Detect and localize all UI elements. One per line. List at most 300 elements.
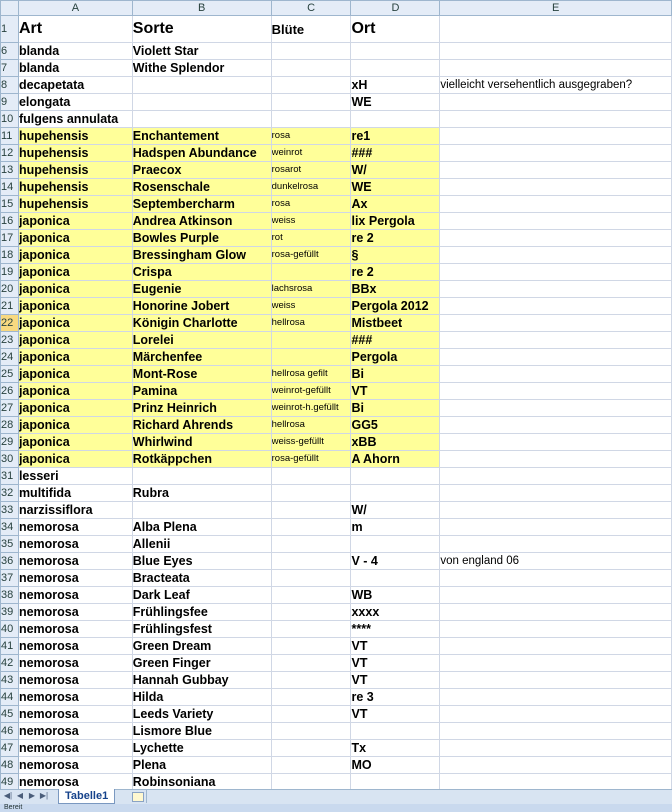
cell-art[interactable]: japonica [18, 400, 132, 417]
cell-bluete[interactable] [271, 77, 351, 94]
cell-bluete[interactable] [271, 264, 351, 281]
cell-art[interactable]: lesseri [18, 468, 132, 485]
cell-sorte[interactable]: Märchenfee [132, 349, 271, 366]
first-sheet-icon[interactable]: ◀| [3, 791, 13, 800]
cell-ort[interactable] [351, 485, 440, 502]
row-header[interactable]: 26 [1, 383, 19, 400]
cell-ort[interactable] [351, 43, 440, 60]
cell-ort[interactable]: re 2 [351, 230, 440, 247]
cell-sorte[interactable]: Lorelei [132, 332, 271, 349]
row-header[interactable]: 8 [1, 77, 19, 94]
cell-art[interactable]: japonica [18, 247, 132, 264]
cell-bluete[interactable] [271, 655, 351, 672]
cell-sorte[interactable]: Septembercharm [132, 196, 271, 213]
cell-bluete[interactable] [271, 502, 351, 519]
cell-bluete[interactable] [271, 672, 351, 689]
table-row [1, 128, 672, 145]
cell-note[interactable] [440, 451, 672, 468]
row-header[interactable]: 47 [1, 740, 19, 757]
cell-ort[interactable]: WB [351, 587, 440, 604]
cell-ort[interactable]: GG5 [351, 417, 440, 434]
row-header[interactable]: 20 [1, 281, 19, 298]
row-header[interactable]: 48 [1, 757, 19, 774]
cell-note[interactable] [440, 621, 672, 638]
row-header[interactable]: 9 [1, 94, 19, 111]
cell-sorte[interactable]: Honorine Jobert [132, 298, 271, 315]
cell-art[interactable]: nemorosa [18, 672, 132, 689]
cell-sorte[interactable]: Bressingham Glow [132, 247, 271, 264]
column-header-d[interactable]: D [351, 1, 440, 16]
cell-bluete[interactable]: lachsrosa [271, 281, 351, 298]
cell-sorte[interactable]: Prinz Heinrich [132, 400, 271, 417]
row-header[interactable]: 44 [1, 689, 19, 706]
cell-ort[interactable]: **** [351, 621, 440, 638]
cell-sorte[interactable]: Hannah Gubbay [132, 672, 271, 689]
cell-sorte[interactable]: Plena [132, 757, 271, 774]
row-header[interactable]: 46 [1, 723, 19, 740]
cell-ort[interactable]: Bi [351, 400, 440, 417]
cell-art[interactable]: japonica [18, 417, 132, 434]
column-header-c[interactable]: C [271, 1, 351, 16]
cell-sorte[interactable]: Robinsoniana [132, 774, 271, 790]
cell-sorte[interactable]: Blue Eyes [132, 553, 271, 570]
cell-note[interactable] [440, 298, 672, 315]
cell-ort[interactable]: § [351, 247, 440, 264]
cell-sorte[interactable]: Enchantement [132, 128, 271, 145]
cell-ort[interactable] [351, 536, 440, 553]
table-row [1, 689, 672, 706]
cell-ort[interactable]: re 2 [351, 264, 440, 281]
table-row [1, 298, 672, 315]
cell-note[interactable] [440, 689, 672, 706]
cell-art[interactable]: japonica [18, 366, 132, 383]
cell-note[interactable] [440, 43, 672, 60]
cell-bluete[interactable]: rot [271, 230, 351, 247]
column-header-e[interactable]: E [440, 1, 672, 16]
table-row [1, 757, 672, 774]
header-cell-ort[interactable]: Ort [351, 16, 440, 43]
cell-note[interactable] [440, 672, 672, 689]
cell-ort[interactable]: VT [351, 638, 440, 655]
cell-note[interactable] [440, 536, 672, 553]
cell-art[interactable]: nemorosa [18, 689, 132, 706]
cell-art[interactable]: multifida [18, 485, 132, 502]
cell-art[interactable]: nemorosa [18, 570, 132, 587]
cell-ort[interactable]: BBx [351, 281, 440, 298]
cell-sorte[interactable]: Richard Ahrends [132, 417, 271, 434]
cell-ort[interactable] [351, 774, 440, 790]
cell-sorte[interactable]: Mont-Rose [132, 366, 271, 383]
cell-ort[interactable]: W/ [351, 162, 440, 179]
cell-note[interactable] [440, 60, 672, 77]
cell-art[interactable]: hupehensis [18, 145, 132, 162]
cell-art[interactable]: japonica [18, 213, 132, 230]
cell-ort[interactable]: VT [351, 655, 440, 672]
cell-note[interactable] [440, 230, 672, 247]
cell-sorte[interactable]: Rosenschale [132, 179, 271, 196]
cell-note[interactable] [440, 723, 672, 740]
cell-art[interactable]: japonica [18, 451, 132, 468]
column-header-b[interactable]: B [132, 1, 271, 16]
cell-note[interactable] [440, 570, 672, 587]
row-header[interactable]: 23 [1, 332, 19, 349]
last-sheet-icon[interactable]: ▶| [39, 791, 49, 800]
cell-bluete[interactable]: hellrosa gefilt [271, 366, 351, 383]
cell-note[interactable] [440, 502, 672, 519]
cell-bluete[interactable] [271, 587, 351, 604]
cell-note[interactable] [440, 706, 672, 723]
cell-art[interactable]: nemorosa [18, 638, 132, 655]
cell-art[interactable]: japonica [18, 332, 132, 349]
cell-note[interactable] [440, 162, 672, 179]
row-header[interactable]: 19 [1, 264, 19, 281]
cell-note[interactable] [440, 281, 672, 298]
cell-art[interactable]: nemorosa [18, 723, 132, 740]
row-header[interactable]: 1 [1, 16, 19, 43]
cell-ort[interactable]: VT [351, 672, 440, 689]
cell-sorte[interactable]: Green Dream [132, 638, 271, 655]
cell-ort[interactable]: xH [351, 77, 440, 94]
cell-ort[interactable]: Bi [351, 366, 440, 383]
cell-note[interactable] [440, 655, 672, 672]
cell-sorte[interactable]: Pamina [132, 383, 271, 400]
cell-bluete[interactable]: hellrosa [271, 315, 351, 332]
cell-sorte[interactable] [132, 77, 271, 94]
cell-ort[interactable] [351, 570, 440, 587]
table-row [1, 519, 672, 536]
cell-art[interactable]: nemorosa [18, 553, 132, 570]
cell-note[interactable] [440, 349, 672, 366]
cell-ort[interactable]: re 3 [351, 689, 440, 706]
cell-art[interactable]: nemorosa [18, 740, 132, 757]
cell-ort[interactable] [351, 111, 440, 128]
cell-art[interactable]: hupehensis [18, 128, 132, 145]
cell-note[interactable] [440, 315, 672, 332]
cell-note[interactable] [440, 264, 672, 281]
status-text: Bereit [4, 804, 23, 811]
cell-sorte[interactable]: Allenii [132, 536, 271, 553]
cell-ort[interactable]: VT [351, 383, 440, 400]
cell-bluete[interactable] [271, 706, 351, 723]
cell-sorte[interactable]: Rotkäppchen [132, 451, 271, 468]
row-header[interactable]: 37 [1, 570, 19, 587]
cell-note[interactable] [440, 247, 672, 264]
cell-note[interactable] [440, 485, 672, 502]
cell-bluete[interactable] [271, 111, 351, 128]
next-sheet-icon[interactable]: ▶ [28, 791, 36, 800]
row-header[interactable]: 12 [1, 145, 19, 162]
cell-ort[interactable]: ### [351, 145, 440, 162]
cell-note[interactable] [440, 638, 672, 655]
row-header[interactable]: 27 [1, 400, 19, 417]
row-header[interactable]: 41 [1, 638, 19, 655]
cell-bluete[interactable]: weinrot [271, 145, 351, 162]
row-header[interactable]: 10 [1, 111, 19, 128]
row-header[interactable]: 24 [1, 349, 19, 366]
row-header[interactable]: 32 [1, 485, 19, 502]
cell-sorte[interactable]: Hadspen Abundance [132, 145, 271, 162]
header-cell-sorte[interactable]: Sorte [132, 16, 271, 43]
row-header[interactable]: 14 [1, 179, 19, 196]
cell-note[interactable] [440, 111, 672, 128]
cell-bluete[interactable]: rosa-gefüllt [271, 247, 351, 264]
cell-ort[interactable] [351, 60, 440, 77]
cell-art[interactable]: japonica [18, 281, 132, 298]
row-header[interactable]: 49 [1, 774, 19, 790]
cell-bluete[interactable]: rosa [271, 196, 351, 213]
cell-ort[interactable]: WE [351, 179, 440, 196]
header-cell-art[interactable]: Art [18, 16, 132, 43]
row-header[interactable]: 13 [1, 162, 19, 179]
row-header[interactable]: 18 [1, 247, 19, 264]
cell-bluete[interactable] [271, 468, 351, 485]
cell-note[interactable] [440, 468, 672, 485]
cell-ort[interactable]: lix Pergola [351, 213, 440, 230]
cell-bluete[interactable] [271, 604, 351, 621]
cell-art[interactable]: hupehensis [18, 196, 132, 213]
cell-sorte[interactable] [132, 502, 271, 519]
cell-art[interactable]: japonica [18, 434, 132, 451]
cell-note[interactable]: von england 06 [440, 553, 672, 570]
cell-art[interactable]: japonica [18, 383, 132, 400]
cell-sorte[interactable] [132, 468, 271, 485]
cell-art[interactable]: nemorosa [18, 536, 132, 553]
cell-note[interactable] [440, 366, 672, 383]
cell-ort[interactable]: Tx [351, 740, 440, 757]
cell-bluete[interactable]: rosa [271, 128, 351, 145]
table-row [1, 672, 672, 689]
table-row [1, 315, 672, 332]
cell-sorte[interactable]: Violett Star [132, 43, 271, 60]
row-header[interactable]: 43 [1, 672, 19, 689]
cell-bluete[interactable] [271, 349, 351, 366]
row-header[interactable]: 29 [1, 434, 19, 451]
cell-sorte[interactable]: Crispa [132, 264, 271, 281]
row-header[interactable]: 7 [1, 60, 19, 77]
cell-note[interactable] [440, 179, 672, 196]
cell-ort[interactable]: Mistbeet [351, 315, 440, 332]
row-header[interactable]: 33 [1, 502, 19, 519]
cell-ort[interactable]: V - 4 [351, 553, 440, 570]
cell-ort[interactable]: VT [351, 706, 440, 723]
cell-bluete[interactable]: weiss-gefüllt [271, 434, 351, 451]
cell-bluete[interactable] [271, 60, 351, 77]
table-row [1, 145, 672, 162]
cell-sorte[interactable]: Bowles Purple [132, 230, 271, 247]
cell-art[interactable]: japonica [18, 298, 132, 315]
cell-bluete[interactable] [271, 332, 351, 349]
cell-ort[interactable]: xxxx [351, 604, 440, 621]
cell-note[interactable] [440, 757, 672, 774]
cell-art[interactable]: nemorosa [18, 621, 132, 638]
cell-note[interactable] [440, 213, 672, 230]
cell-art[interactable]: blanda [18, 43, 132, 60]
cell-art[interactable]: nemorosa [18, 519, 132, 536]
cell-note[interactable] [440, 196, 672, 213]
cell-note[interactable] [440, 128, 672, 145]
cell-sorte[interactable] [132, 94, 271, 111]
cell-ort[interactable]: Ax [351, 196, 440, 213]
cell-bluete[interactable] [271, 774, 351, 790]
row-header[interactable]: 16 [1, 213, 19, 230]
cell-art[interactable]: japonica [18, 349, 132, 366]
cell-art[interactable]: nemorosa [18, 604, 132, 621]
table-row [1, 94, 672, 111]
row-header[interactable]: 15 [1, 196, 19, 213]
cell-note[interactable] [440, 383, 672, 400]
row-header[interactable]: 21 [1, 298, 19, 315]
table-row [1, 553, 672, 570]
row-header[interactable]: 31 [1, 468, 19, 485]
cell-art[interactable]: elongata [18, 94, 132, 111]
row-header[interactable]: 17 [1, 230, 19, 247]
cell-note[interactable]: vielleicht versehentlich ausgegraben? [440, 77, 672, 94]
cell-note[interactable] [440, 417, 672, 434]
table-row [1, 247, 672, 264]
cell-bluete[interactable] [271, 621, 351, 638]
cell-bluete[interactable] [271, 94, 351, 111]
cell-sorte[interactable]: Frühlingsfee [132, 604, 271, 621]
cell-sorte[interactable]: Leeds Variety [132, 706, 271, 723]
row-header[interactable]: 40 [1, 621, 19, 638]
cell-note[interactable] [440, 587, 672, 604]
cell-note[interactable] [440, 434, 672, 451]
cell-bluete[interactable]: weinrot-h.gefüllt [271, 400, 351, 417]
cell-bluete[interactable] [271, 723, 351, 740]
table-row [1, 230, 672, 247]
cell-bluete[interactable] [271, 740, 351, 757]
cell-sorte[interactable]: Withe Splendor [132, 60, 271, 77]
table-row [1, 451, 672, 468]
cell-bluete[interactable] [271, 536, 351, 553]
cell-bluete[interactable] [271, 519, 351, 536]
row-header[interactable]: 39 [1, 604, 19, 621]
cell-art[interactable]: nemorosa [18, 774, 132, 790]
cell-note[interactable] [440, 519, 672, 536]
cell-ort[interactable] [351, 468, 440, 485]
sheet-tab-tabelle1[interactable]: Tabelle1 [58, 789, 115, 804]
cell-art[interactable]: fulgens annulata [18, 111, 132, 128]
column-header-a[interactable]: A [18, 1, 132, 16]
header-cell-bluete[interactable]: Blüte [271, 16, 351, 43]
cell-note[interactable] [440, 740, 672, 757]
cell-sorte[interactable]: Frühlingsfest [132, 621, 271, 638]
cell-note[interactable] [440, 145, 672, 162]
header-cell-empty[interactable] [440, 16, 672, 43]
table-row [1, 349, 672, 366]
prev-sheet-icon[interactable]: ◀ [16, 791, 24, 800]
cell-bluete[interactable]: rosa-gefüllt [271, 451, 351, 468]
cell-ort[interactable]: WE [351, 94, 440, 111]
cell-ort[interactable]: m [351, 519, 440, 536]
cell-art[interactable]: nemorosa [18, 655, 132, 672]
cell-ort[interactable]: A Ahorn [351, 451, 440, 468]
cell-note[interactable] [440, 94, 672, 111]
cell-art[interactable]: japonica [18, 230, 132, 247]
row-header[interactable]: 30 [1, 451, 19, 468]
row-header[interactable]: 11 [1, 128, 19, 145]
cell-sorte[interactable]: Eugenie [132, 281, 271, 298]
row-header[interactable]: 36 [1, 553, 19, 570]
cell-art[interactable]: japonica [18, 264, 132, 281]
cell-ort[interactable]: W/ [351, 502, 440, 519]
cell-art[interactable]: hupehensis [18, 162, 132, 179]
cell-bluete[interactable] [271, 570, 351, 587]
cell-sorte[interactable]: Hilda [132, 689, 271, 706]
row-header[interactable]: 22 [1, 315, 19, 332]
cell-sorte[interactable]: Praecox [132, 162, 271, 179]
row-header[interactable]: 25 [1, 366, 19, 383]
cell-note[interactable] [440, 400, 672, 417]
cell-art[interactable]: blanda [18, 60, 132, 77]
cell-ort[interactable]: xBB [351, 434, 440, 451]
cell-sorte[interactable]: Lismore Blue [132, 723, 271, 740]
cell-bluete[interactable]: rosarot [271, 162, 351, 179]
cell-art[interactable]: hupehensis [18, 179, 132, 196]
cell-ort[interactable]: Pergola [351, 349, 440, 366]
table-row [1, 179, 672, 196]
cell-note[interactable] [440, 604, 672, 621]
cell-ort[interactable]: re1 [351, 128, 440, 145]
row-header[interactable]: 38 [1, 587, 19, 604]
cell-bluete[interactable] [271, 485, 351, 502]
cell-bluete[interactable]: weiss [271, 213, 351, 230]
cell-art[interactable]: nemorosa [18, 757, 132, 774]
cell-sorte[interactable] [132, 111, 271, 128]
cell-bluete[interactable]: weinrot-gefüllt [271, 383, 351, 400]
insert-sheet-button[interactable] [128, 790, 147, 803]
cell-art[interactable]: narzissiflora [18, 502, 132, 519]
insert-sheet-icon [132, 792, 144, 802]
cell-note[interactable] [440, 332, 672, 349]
cell-sorte[interactable]: Lychette [132, 740, 271, 757]
cell-bluete[interactable] [271, 638, 351, 655]
cell-art[interactable]: nemorosa [18, 587, 132, 604]
cell-sorte[interactable]: Andrea Atkinson [132, 213, 271, 230]
cell-bluete[interactable]: hellrosa [271, 417, 351, 434]
cell-ort[interactable]: MO [351, 757, 440, 774]
row-header[interactable]: 6 [1, 43, 19, 60]
cell-sorte[interactable]: Whirlwind [132, 434, 271, 451]
cell-ort[interactable] [351, 723, 440, 740]
cell-bluete[interactable] [271, 43, 351, 60]
cell-sorte[interactable]: Rubra [132, 485, 271, 502]
cell-ort[interactable]: ### [351, 332, 440, 349]
cell-bluete[interactable]: weiss [271, 298, 351, 315]
cell-bluete[interactable] [271, 553, 351, 570]
cell-art[interactable]: nemorosa [18, 706, 132, 723]
select-all-corner[interactable] [1, 1, 19, 16]
cell-sorte[interactable]: Alba Plena [132, 519, 271, 536]
cell-sorte[interactable]: Dark Leaf [132, 587, 271, 604]
row-header[interactable]: 34 [1, 519, 19, 536]
cell-sorte[interactable]: Bracteata [132, 570, 271, 587]
cell-bluete[interactable] [271, 757, 351, 774]
cell-bluete[interactable]: dunkelrosa [271, 179, 351, 196]
cell-art[interactable]: japonica [18, 315, 132, 332]
cell-sorte[interactable]: Königin Charlotte [132, 315, 271, 332]
row-header[interactable]: 45 [1, 706, 19, 723]
row-header[interactable]: 28 [1, 417, 19, 434]
table-row [1, 417, 672, 434]
cell-bluete[interactable] [271, 689, 351, 706]
cell-note[interactable] [440, 774, 672, 790]
cell-art[interactable]: decapetata [18, 77, 132, 94]
cell-sorte[interactable]: Green Finger [132, 655, 271, 672]
row-header[interactable]: 35 [1, 536, 19, 553]
cell-ort[interactable]: Pergola 2012 [351, 298, 440, 315]
row-header[interactable]: 42 [1, 655, 19, 672]
